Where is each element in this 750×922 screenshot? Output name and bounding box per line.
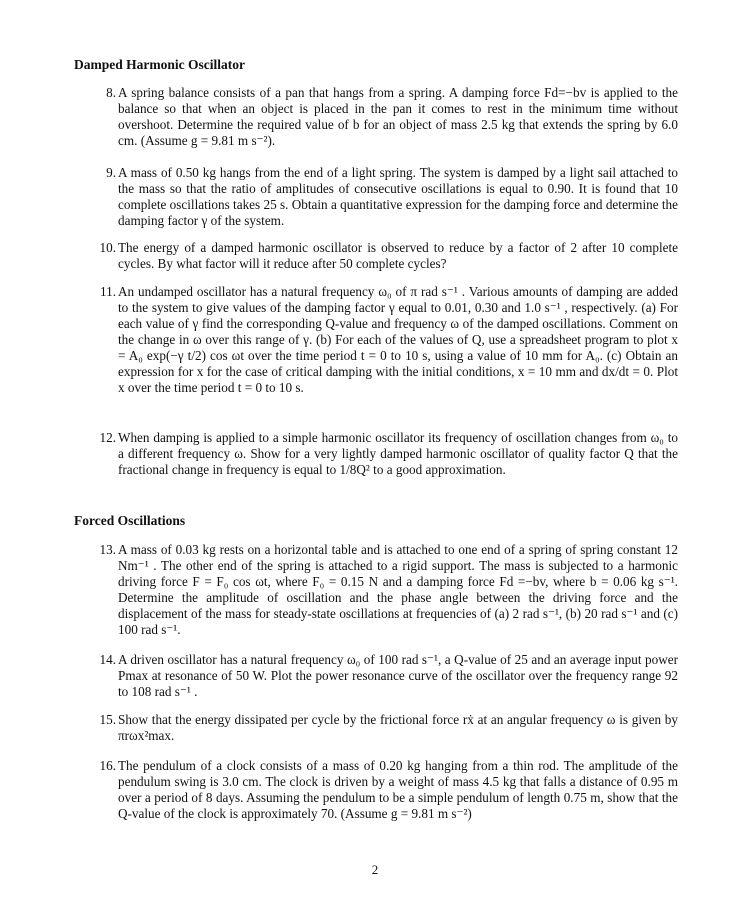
problem-text: When damping is applied to a simple harmonic oscillator its frequency of oscillation changes from ω₀ to a different frequency ω. Show for a very lightly damped harmonic oscillator of quality factor Q that the fractional change in frequency is equal to 1/8Q² to a good approximation. xyxy=(118,430,678,477)
problem-number: 8. xyxy=(106,85,116,100)
problem-number: 16. xyxy=(99,758,116,773)
problem-14 xyxy=(84,652,678,700)
problem-13 xyxy=(84,542,678,638)
problem-number: 12. xyxy=(99,430,116,445)
problem-15 xyxy=(84,712,678,744)
section-title-damped: Damped Harmonic Oscillator xyxy=(74,57,245,72)
problem-9 xyxy=(84,165,678,229)
problem-number: 9. xyxy=(106,165,116,180)
problem-text: Show that the energy dissipated per cycle by the frictional force rẋ at an angular frequency ω is given by πrωx²max. xyxy=(118,712,678,743)
problem-16 xyxy=(84,758,678,822)
problem-text: An undamped oscillator has a natural frequency ω₀ of π rad s⁻¹ . Various amounts of damping are added to the system to give values of the damping factor γ equal to 0.01, 0.30 and 1.0 s⁻¹ , respectively. (a) For each value of γ find the corresponding Q-value and frequency ω of the damped oscillations. Comment on the change in ω over this range of γ. (b) For each of the values of Q, use a spreadsheet program to plot x = A₀ exp(−γ t/2) cos ωt over the time period t = 0 to 10 s, using a value of 10 mm for A₀. (c) Obtain an expression for x for the case of critical damping with the initial conditions, x = 10 mm and dx/dt = 0. Plot x over the time period t = 0 to 10 s. xyxy=(118,284,678,395)
problem-text: A driven oscillator has a natural frequency ω₀ of 100 rad s⁻¹, a Q-value of 25 and an average input power Pmax at resonance of 50 W. Plot the power resonance curve of the oscillator over the frequency range 92 to 108 rad s⁻¹ . xyxy=(118,652,678,699)
problem-11 xyxy=(84,284,678,396)
problem-text: A spring balance consists of a pan that hangs from a spring. A damping force Fd=−bv is applied to the balance so that when an object is placed in the pan it comes to rest in the minimum time without overshoot. Determine the required value of b for an object of mass 2.5 kg that extends the spring by 6.0 cm. (Assume g = 9.81 m s⁻²). xyxy=(118,85,678,148)
problem-10 xyxy=(84,240,678,272)
problem-12 xyxy=(84,430,678,478)
problem-number: 13. xyxy=(99,542,116,557)
problem-number: 14. xyxy=(99,652,116,667)
problem-number: 11. xyxy=(100,284,116,299)
problem-number: 15. xyxy=(99,712,116,727)
problem-text: The energy of a damped harmonic oscillator is observed to reduce by a factor of 2 after 10 complete cycles. By what factor will it reduce after 50 complete cycles? xyxy=(118,240,678,271)
problem-text: A mass of 0.50 kg hangs from the end of a light spring. The system is damped by a light sail attached to the mass so that the ratio of amplitudes of consecutive oscillations is equal to 0.90. It is found that 10 complete oscillations takes 25 s. Obtain a quantitative expression for the damping force and determine the damping factor γ of the system. xyxy=(118,165,678,228)
problem-8 xyxy=(84,85,678,149)
problem-number: 10. xyxy=(99,240,116,255)
section-title-forced: Forced Oscillations xyxy=(74,513,186,528)
problem-text: A mass of 0.03 kg rests on a horizontal table and is attached to one end of a spring of spring constant 12 Nm⁻¹ . The other end of the spring is attached to a rigid support. The mass is subjected to a harmonic driving force F = F₀ cos ωt, where F₀ = 0.15 N and a damping force Fd =−bv, where b = 0.06 kg s⁻¹. Determine the amplitude of oscillation and the phase angle between the driving force and the displacement of the mass for steady-state oscillations at frequencies of (a) 2 rad s⁻¹, (b) 20 rad s⁻¹ and (c) 100 rad s⁻¹. xyxy=(118,542,678,637)
page-number: 2 xyxy=(371,862,379,877)
problem-text: The pendulum of a clock consists of a mass of 0.20 kg hanging from a thin rod. The amplitude of the pendulum swing is 3.0 cm. The clock is driven by a weight of mass 4.5 kg that falls a distance of 0.95 m over a period of 8 days. Assuming the pendulum to be a simple pendulum of length 0.75 m, show that the Q-value of the clock is approximately 70. (Assume g = 9.81 m s⁻²) xyxy=(118,758,678,821)
